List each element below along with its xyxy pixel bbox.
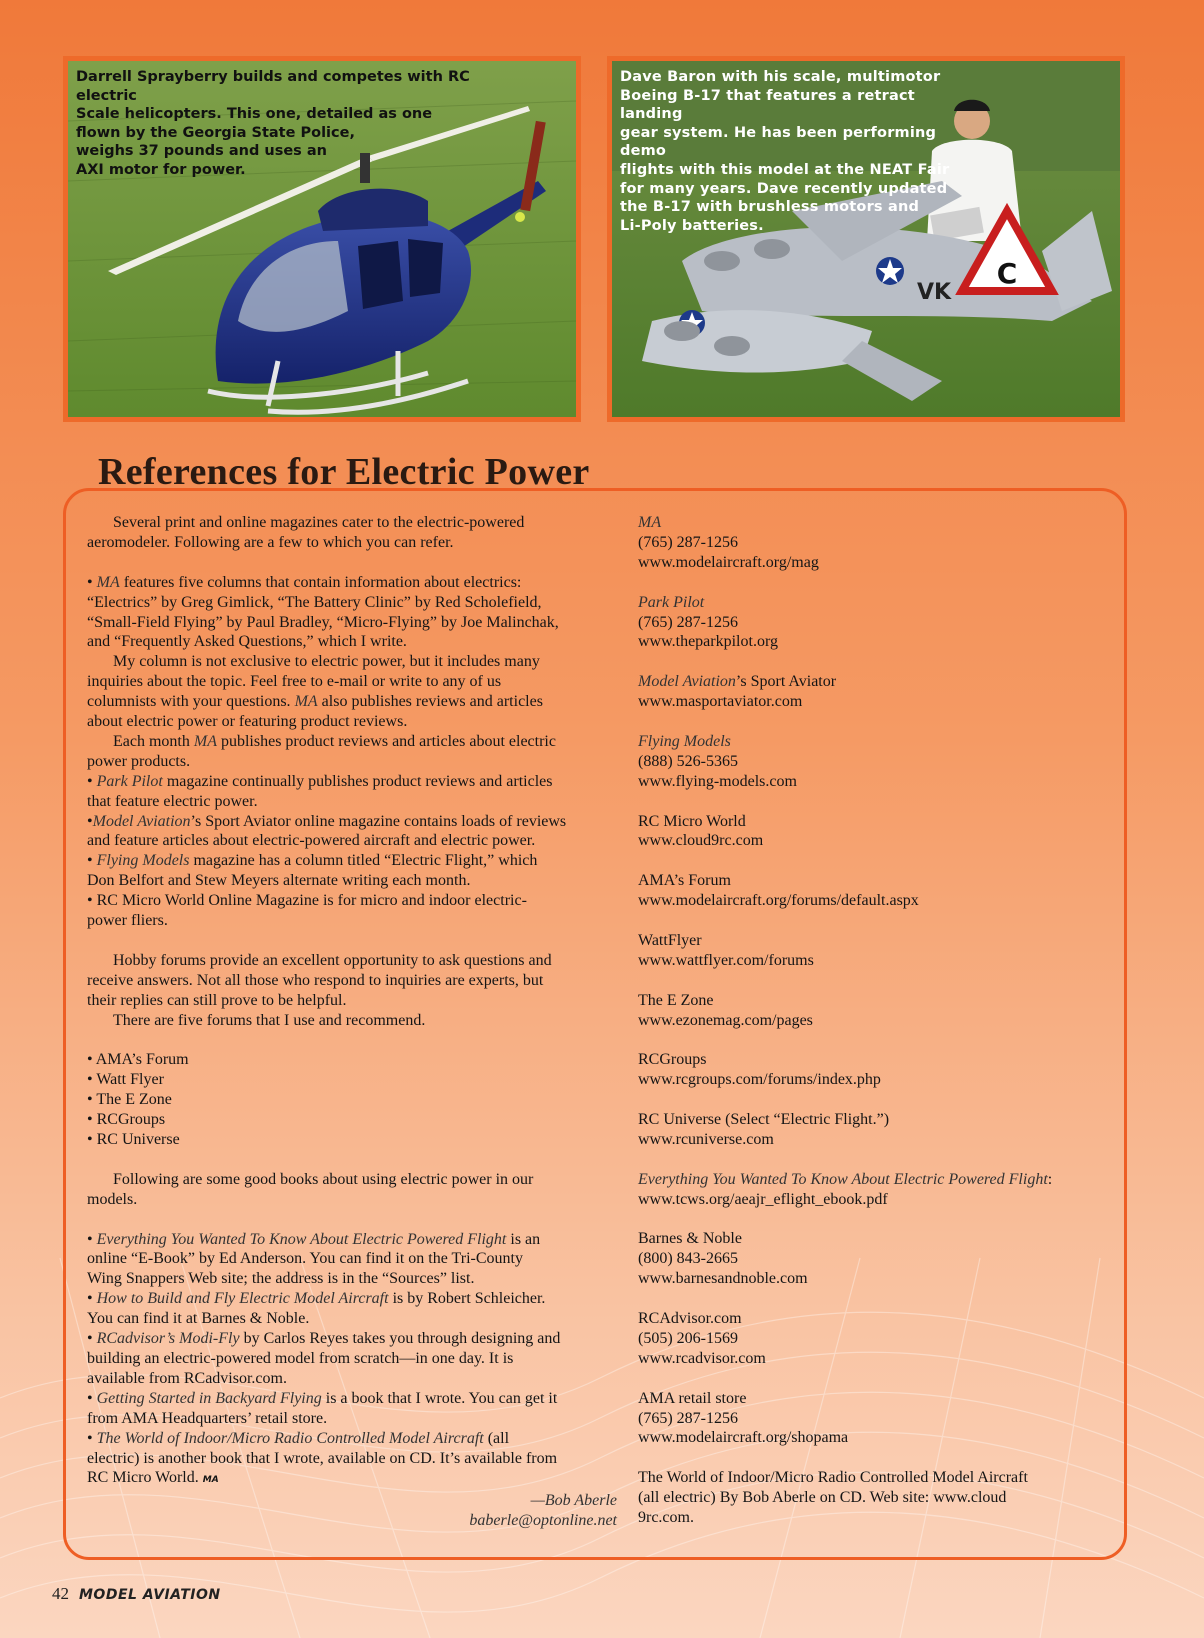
blank-line (638, 1448, 1098, 1468)
text-run: Everything You Wanted To Know About Electric Powered Flight (638, 1170, 1048, 1188)
text-run: by Carlos Reyes takes you through designing and (239, 1330, 561, 1348)
text-run: is an (506, 1230, 541, 1248)
text-line: www.barnesandnoble.com (638, 1270, 808, 1288)
text-line: • The E Zone (87, 1091, 172, 1109)
right-column-resources (638, 513, 1098, 1528)
caption-line: flown by the Georgia State Police, (76, 124, 355, 141)
caption-line: weighs 37 pounds and uses an (76, 143, 327, 160)
page-number: 42 (52, 1584, 69, 1603)
text-run: MA (96, 573, 120, 591)
text-line (87, 1468, 617, 1491)
text-line: MA (638, 514, 662, 531)
text-line: The World of Indoor/Micro Radio Controlled Model Aircraft (638, 1469, 1028, 1487)
blank-line (638, 851, 1098, 871)
text-line: that feature electric power. (87, 792, 258, 810)
text-line: AMA’s Forum (638, 872, 731, 890)
text-line: about electric power or featuring product reviews. (87, 713, 408, 731)
blank-line (638, 652, 1098, 672)
text-line: RCAdvisor.com (638, 1310, 742, 1328)
text-run: RCadvisor’s Modi-Fly (96, 1330, 240, 1348)
text-line: models. (87, 1190, 138, 1208)
text-run: • (87, 1230, 97, 1248)
text-line: and “Frequently Asked Questions,” which I write. (87, 633, 407, 651)
text-line: There are five forums that I use and recommend. (113, 1011, 426, 1029)
blank-line (87, 1150, 617, 1170)
text-run: • (87, 573, 97, 591)
text-line: www.rcgroups.com/forums/index.php (638, 1071, 881, 1089)
text-run: • (87, 852, 97, 870)
caption-line: Dave Baron with his scale, multimotor (620, 69, 941, 85)
caption-line: Boeing B-17 that features a retract landing (620, 87, 915, 123)
caption-line: AXI motor for power. (76, 161, 246, 178)
text-line: and feature articles about electric-powered aircraft and electric power. (87, 832, 536, 850)
text-line: inquiries about the topic. Feel free to e-mail or write to any of us (87, 673, 502, 691)
text-line (87, 1429, 617, 1449)
text-line: (765) 287-1256 (638, 613, 738, 631)
text-line: www.modelaircraft.org/shopama (638, 1429, 849, 1447)
text-line: Barnes & Noble (638, 1230, 742, 1248)
text-run: RC Micro World. (87, 1469, 203, 1487)
caption-line: flights with this model at the NEAT Fair (620, 161, 950, 178)
blank-line (638, 1090, 1098, 1110)
section-title: References for Electric Power (98, 451, 590, 493)
blank-line (638, 1210, 1098, 1230)
text-run: Everything You Wanted To Know About Electric Powered Flight (96, 1230, 507, 1248)
text-run: publishes product reviews and articles about electric (216, 732, 556, 750)
text-line: aeromodeler. Following are a few to which you can refer. (87, 533, 454, 551)
text-line: power products. (87, 752, 191, 770)
text-line: electric) is another book that I wrote, available on CD. It’s available from (87, 1449, 558, 1467)
text-line: Several print and online magazines cater to the electric-powered (113, 514, 525, 531)
text-run: also publishes reviews and articles (317, 693, 543, 711)
text-line: • RC Universe (87, 1131, 180, 1149)
blank-line (638, 573, 1098, 593)
text-line: Don Belfort and Stew Meyers alternate writing each month. (87, 872, 471, 890)
text-line: • AMA’s Forum (87, 1051, 189, 1069)
text-run: ’s Sport Aviator online magazine contains loads of reviews (190, 812, 567, 830)
caption-line: Scale helicopters. This one, detailed as one (76, 106, 433, 123)
text-run: • (87, 1330, 97, 1348)
text-run: • (87, 772, 97, 790)
text-run: The World of Indoor/Micro Radio Controlled Model Aircraft (96, 1429, 484, 1447)
caption-line: the B-17 with brushless motors and (620, 199, 920, 216)
text-line: RCGroups (638, 1051, 707, 1069)
text-line: www.theparkpilot.org (638, 633, 778, 651)
text-line: www.modelaircraft.org/mag (638, 553, 819, 571)
text-run: • (87, 1290, 97, 1308)
text-line: RC Micro World (638, 812, 746, 830)
caption-line: Darrell Sprayberry builds and competes with RC electric (76, 69, 470, 104)
tail-letter: C (996, 257, 1018, 290)
text-line (87, 1230, 617, 1250)
text-line: —Bob Aberle (530, 1492, 617, 1510)
text-line: online “E-Book” by Ed Anderson. You can find it on the Tri-County (87, 1250, 523, 1268)
text-run: Getting Started in Backyard Flying (96, 1389, 322, 1407)
ma-end-mark: MA (202, 1475, 219, 1486)
text-line (87, 573, 617, 593)
text-run: columnists with your questions. (87, 693, 295, 711)
text-line: (all electric) By Bob Aberle on CD. Web site: www.cloud (638, 1489, 1007, 1507)
caption-line: gear system. He has been performing demo (620, 124, 937, 160)
text-line: Wing Snappers Web site; the address is in the “Sources” list. (87, 1270, 475, 1288)
text-line: (800) 843-2665 (638, 1250, 738, 1268)
text-run: features five columns that contain information about electrics: (119, 573, 522, 591)
text-line: My column is not exclusive to electric power, but it includes many (113, 653, 540, 671)
blank-line (638, 792, 1098, 812)
blank-line (638, 1369, 1098, 1389)
text-line: (765) 287-1256 (638, 1409, 738, 1427)
text-line: www.flying-models.com (638, 772, 797, 790)
text-run: • (87, 1389, 97, 1407)
text-line: www.ezonemag.com/pages (638, 1011, 813, 1029)
text-line: 9rc.com. (638, 1509, 694, 1527)
text-line: www.rcuniverse.com (638, 1130, 774, 1148)
text-line: “Electrics” by Greg Gimlick, “The Battery Clinic” by Red Scholefield, (87, 593, 542, 611)
b17-caption (620, 68, 960, 235)
text-line: Following are some good books about using electric power in our (113, 1170, 534, 1188)
text-line: available from RCadvisor.com. (87, 1369, 287, 1387)
text-line: You can find it at Barnes & Noble. (87, 1310, 310, 1328)
text-run: ’s Sport Aviator (735, 673, 837, 691)
text-run: Each month (113, 732, 194, 750)
text-line: www.rcadvisor.com (638, 1349, 766, 1367)
fuselage-code: VK (917, 280, 952, 305)
text-line: Hobby forums provide an excellent opportunity to ask questions and (113, 951, 552, 969)
text-line (638, 1170, 1098, 1190)
text-line: (888) 526-5365 (638, 752, 738, 770)
text-line (87, 692, 617, 712)
publication-name: MODEL AVIATION (79, 1587, 221, 1603)
text-run: Flying Models (96, 852, 190, 870)
text-line (87, 851, 617, 871)
text-line: building an electric-powered model from scratch—in one day. It is (87, 1349, 514, 1367)
text-run: MA (193, 732, 217, 750)
text-line (87, 772, 617, 792)
text-line: www.cloud9rc.com (638, 832, 764, 850)
blank-line (87, 553, 617, 573)
helicopter-caption (76, 68, 516, 180)
text-line (87, 1329, 617, 1349)
text-line (87, 1289, 617, 1309)
caption-line: for many years. Dave recently updated (620, 180, 948, 197)
text-line: baberle@optonline.net (469, 1512, 617, 1530)
text-run: is by Robert Schleicher. (388, 1290, 546, 1308)
text-run: Park Pilot (96, 772, 163, 790)
text-run: • (87, 1429, 97, 1447)
text-run: magazine continually publishes product reviews and articles (162, 772, 553, 790)
text-line: AMA retail store (638, 1389, 747, 1407)
text-line (87, 812, 617, 832)
text-line: www.tcws.org/aeajr_eflight_ebook.pdf (638, 1190, 888, 1208)
text-line (638, 672, 1098, 692)
blank-line (638, 971, 1098, 991)
caption-line: Li-Poly batteries. (620, 217, 764, 234)
text-line: RC Universe (Select “Electric Flight.”) (638, 1111, 890, 1129)
text-run: How to Build and Fly Electric Model Aircraft (96, 1290, 389, 1308)
text-run: • (87, 812, 93, 830)
text-line (87, 1389, 617, 1409)
text-line: “Small-Field Flying” by Paul Bradley, “Micro-Flying” by Joe Malinchak, (87, 613, 559, 631)
text-run: magazine has a column titled “Electric Flight,” which (189, 852, 538, 870)
blank-line (638, 1150, 1098, 1170)
text-run: : (1047, 1170, 1053, 1188)
text-line: WattFlyer (638, 931, 702, 949)
text-line: www.wattflyer.com/forums (638, 951, 814, 969)
text-line: • Watt Flyer (87, 1071, 164, 1089)
text-line: (765) 287-1256 (638, 533, 738, 551)
blank-line (638, 1030, 1098, 1050)
text-line: power fliers. (87, 912, 168, 930)
text-line: • RCGroups (87, 1111, 166, 1129)
page-footer (52, 1584, 221, 1604)
text-line: www.modelaircraft.org/forums/default.aspx (638, 892, 919, 910)
text-line: • RC Micro World Online Magazine is for micro and indoor electric- (87, 892, 527, 910)
helicopter-photo (63, 56, 581, 422)
blank-line (638, 911, 1098, 931)
text-run: Model Aviation (638, 673, 736, 691)
blank-line (638, 1289, 1098, 1309)
text-line: Flying Models (638, 732, 731, 750)
blank-line (87, 1210, 617, 1230)
blank-line (87, 1031, 617, 1051)
text-line: from AMA Headquarters’ retail store. (87, 1409, 328, 1427)
text-run: MA (294, 693, 318, 711)
text-line (87, 732, 617, 752)
text-run: (all (483, 1429, 510, 1447)
text-line: www.masportaviator.com (638, 693, 803, 711)
blank-line (638, 712, 1098, 732)
text-line: Park Pilot (638, 593, 705, 611)
text-line: (505) 206-1569 (638, 1329, 738, 1347)
blank-line (87, 931, 617, 951)
b17-photo (607, 56, 1125, 422)
left-column-text (87, 513, 617, 1531)
text-line: their replies can still prove to be helpful. (87, 991, 347, 1009)
text-run: Model Aviation (92, 812, 191, 830)
text-line: The E Zone (638, 991, 714, 1009)
text-line: receive answers. Not all those who respond to inquiries are experts, but (87, 971, 544, 989)
text-run: is a book that I wrote. You can get it (321, 1389, 558, 1407)
